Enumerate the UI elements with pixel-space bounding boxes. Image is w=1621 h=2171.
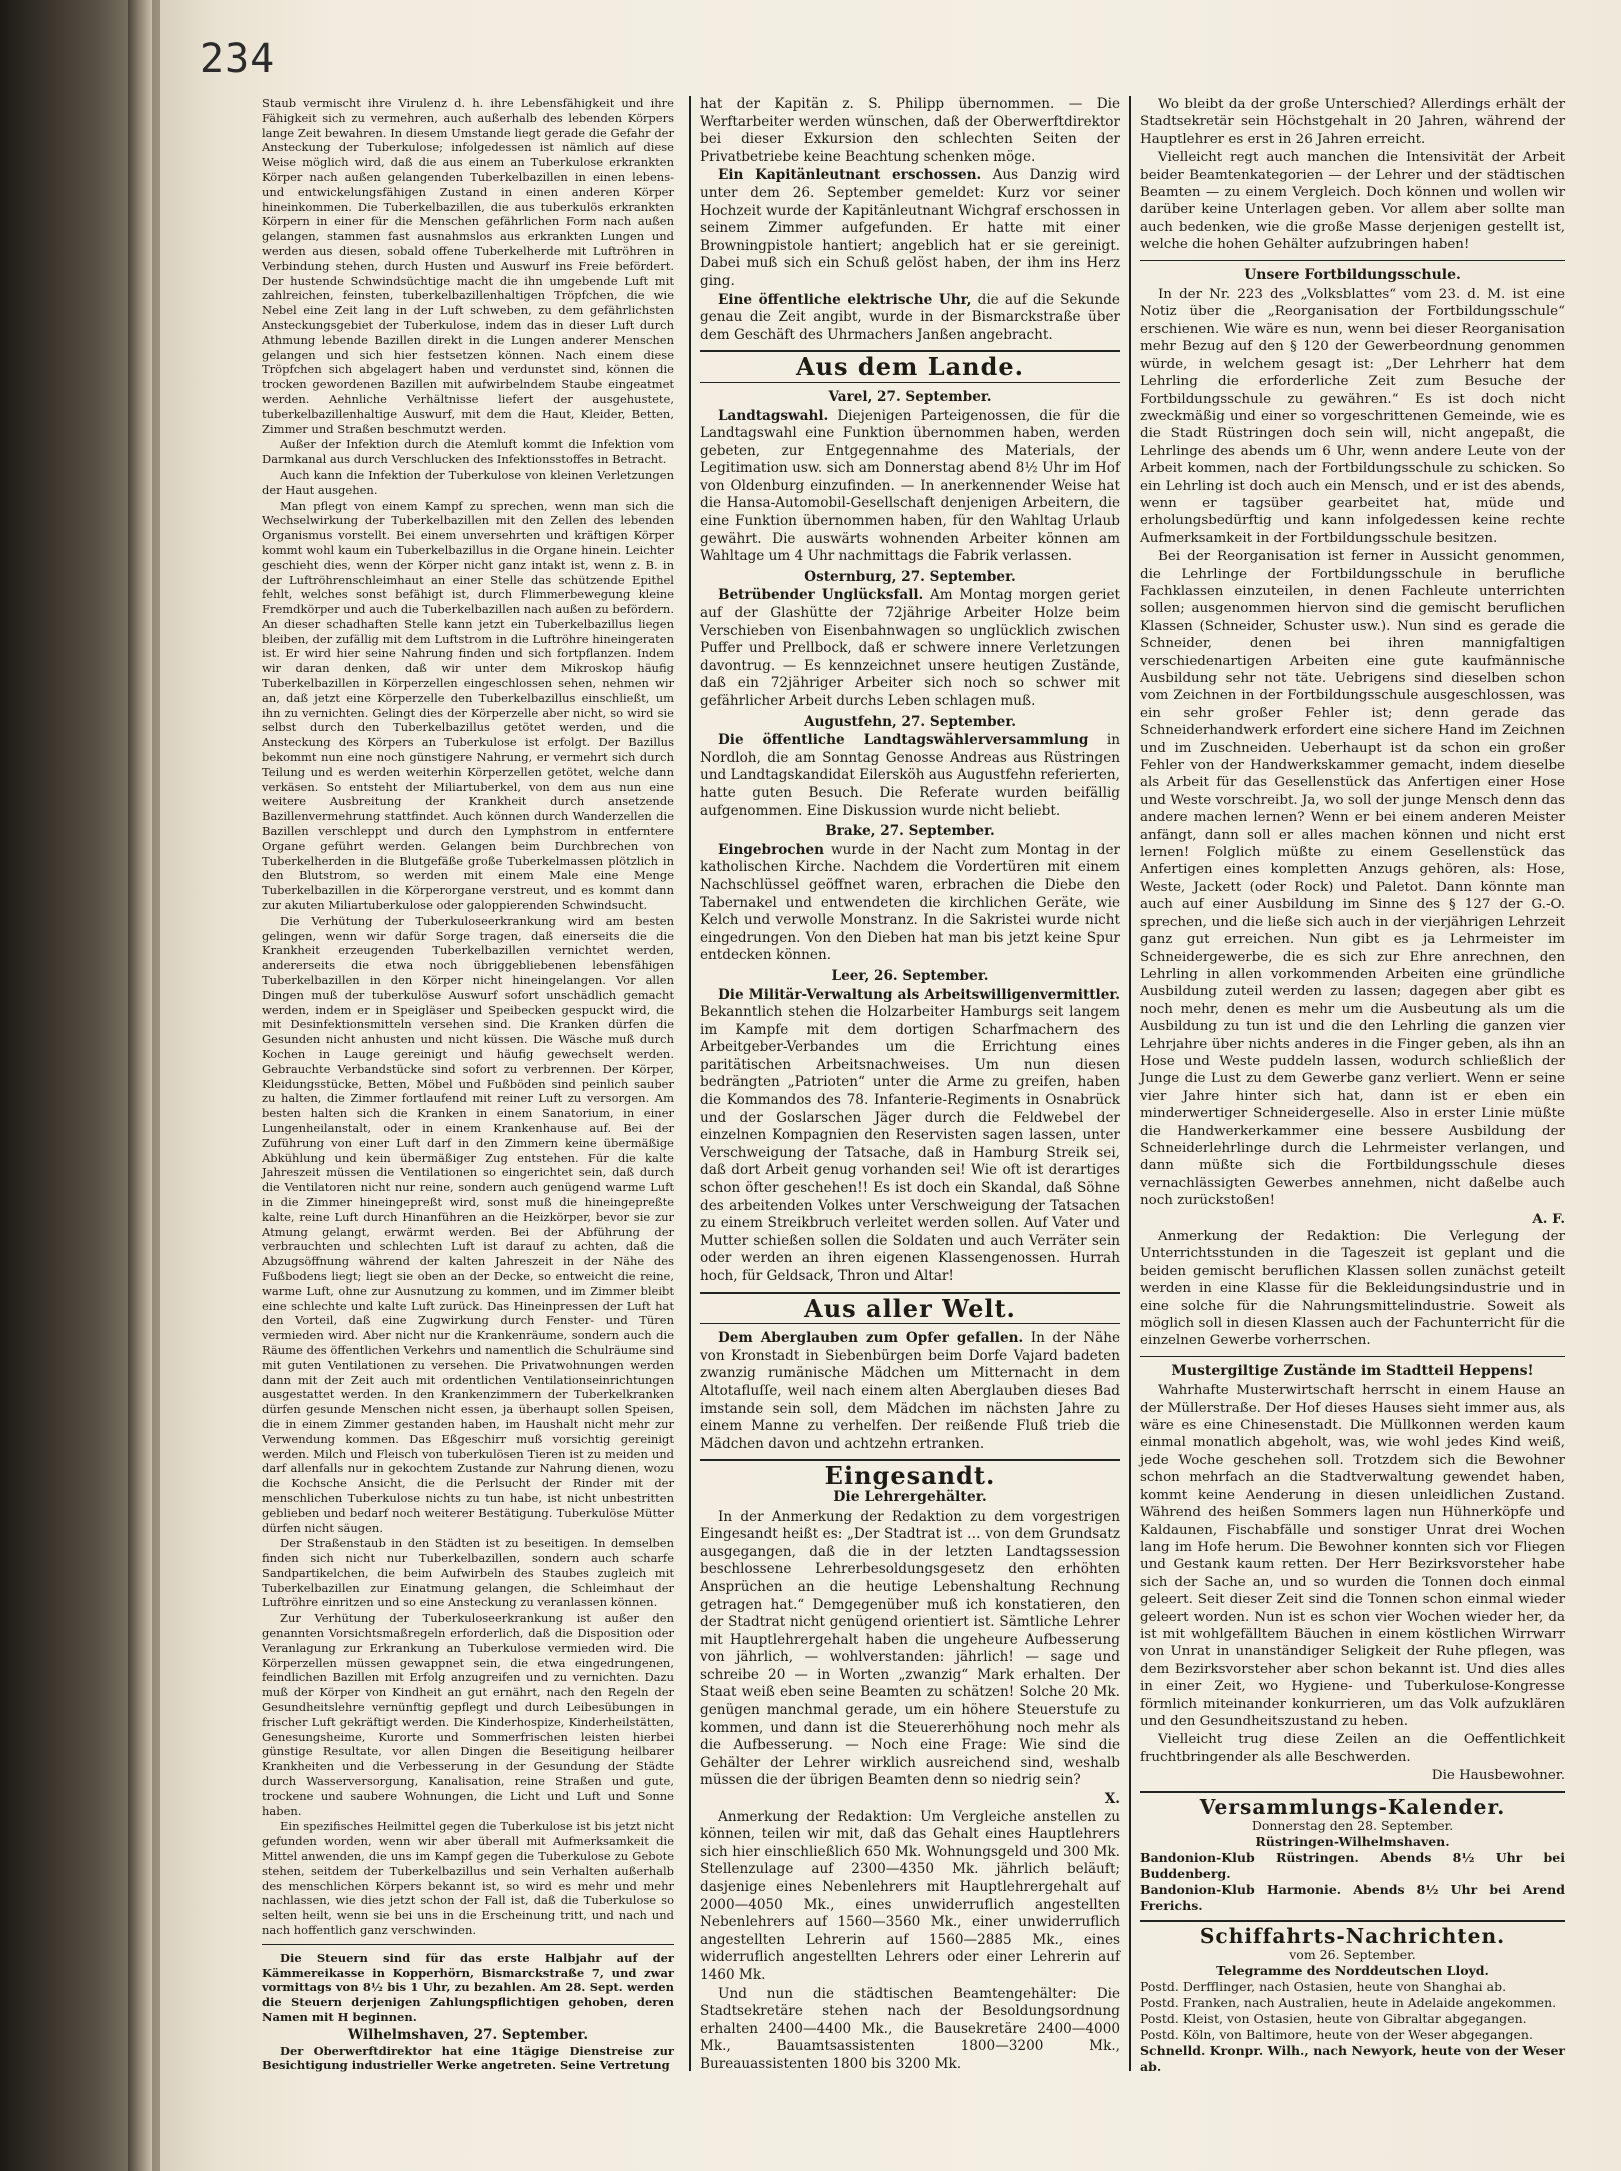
note-redaktion-1: Anmerkung der Redaktion: Um Vergleiche anstellen zu können, teilen wir mit, daß das Gehalt eines Hauptlehrers sich hier einschließlich 650 Mk. Wohnungsgeld und 300 Mk. Stellenzulage auf 2300—4350 Mk. jährlich beläuft; dasjenige eines Nebenlehrers mit Hauptlehrergehalt auf 2000—4050 Mk., eines unwiderruflich angestellten Nebenlehrers auf 1560—3560 Mk., einer unwiderruflich angestellten Lehrerin auf 1560—2885 Mk., eines widerruflich angestellten Lehrers oder einer Lehrerin auf 1460 Mk.: [700, 1808, 1120, 1983]
shipping-item: Postd. Franken, nach Australien, heute in Adelaide angekommen.: [1140, 1995, 1557, 2011]
text-landtagswahl: Diejenigen Parteigenossen, die für die Landtagswahl eine Funktion übernommen haben, werden gebeten, zur Entgegennahme des Materials, der Legitimation usw. sich am Donnerstag abend 8½ Uhr im Hof von Oldenburg einzufinden. — In anerkennender Weise hat die Hansa-Automobil-Gesellschaft denjenigen Arbeitern, die eine Funktion übernommen haben, für den Wahltag Urlaub gewährt. Die auswärts wohnenden Arbeiter können am Wahltage um 4 Uhr nachmittags die Fabrik verlassen.: [700, 407, 1120, 565]
headline-kapitaenleutnant: Ein Kapitänleutnant erschossen.: [718, 167, 982, 184]
article-tuberculosis-p8: Ein spezifisches Heilmittel gegen die Tuberkulose ist bis jetzt nicht gefunden worden, wenn wir aber überall mit Aufmerksamkeit die Mittel anwenden, die uns im Kampf gegen die Tuberkulose zu Gebote stehen, seitdem der Tuberkelbazillus und sein Verhalten außerhalb des menschlichen Körpers bekannt ist, so wird es mehr und mehr nachlassen, wie dies jetzt schon der Fall ist, daß die Tuberkulose so selten heilt, wenn sie bei uns in die Erscheinung tritt, und nach und nach hoffentlich ganz verschwinden.: [262, 1819, 674, 1938]
text-intensivitaet: Vielleicht regt auch manchen die Intensivität der Arbeit beider Beamtenkategorien — der Lehrer und der städtischen Beamten — zu einem Vergleich. Doch können und wollen wir darüber keine Unterlagen geben. Vor allem aber sollte man auch bedenken, wie die große Masse derjenigen gestellt ist, welche die hohen Gehälter aufzubringen haben!: [1140, 150, 1565, 253]
text-lehrergehaelter: In der Anmerkung der Redaktion zu dem vorgestrigen Eingesandt heißt es: „Der Stadtrat ist … von dem Grundsatz ausgegangen, daß die in der letzten Landtagssession beschlossene Lehrerbesoldungsgesetz den erhöhten Ansprüchen an die heutige Lebenshaltung Rechnung getragen hat.“ Demgegenüber muß ich konstatieren, den der Stadtrat nicht genügend orientiert ist. Sämtliche Lehrer mit Hauptlehrergehalt haben die ungeheure Aufbesserung von jährlich, — wohlverstanden: jährlich! — sage und schreibe 20 — in Worten „zwanzig“ Mark erhalten. Der Staat weiß eben seine Beamten zu schätzen! Solche 20 Mk. genügen manchmal gerade, um ein höhere Steuerstufe zu kommen, und dann ist die Steuererhöhung noch mehr als die Aufbesserung. — Noch eine Frage: Wie sind die Gehälter der Lehrer wirklich ausreichend sind, weshalb müssen die der übrigen Beamten denn so niedrig sein?: [700, 1508, 1120, 1789]
dateline-wilhelmshaven: Wilhelmshaven, 27. September.: [347, 2026, 589, 2043]
note-redaktion-2: Und nun die städtischen Beamtengehälter: Die Stadtsekretäre stehen nach der Besoldungsordnung erhalten 2400—4400 Mk., die Bausekretäre 2400—4000 Mk., Bauamtsassistenten 1800—3200 Mk., Bureauassistenten 1800 bis 3200 Mk.: [700, 1985, 1120, 2072]
shipping-item: Postd. Kleist, von Ostasien, heute von Gibraltar abgegangen.: [1140, 2011, 1527, 2027]
text-versammlung: in Nordloh, die am Sonntag Genosse Andreas aus Rüstringen und Landtagskandidat Eilersköh aus Augustfehn referierten, hatte guten Besuch. Die Referate wurden beifällig aufgenommen. Eine Diskussion wurde nicht beliebt.: [700, 732, 1120, 819]
calendar-date: Donnerstag den 28. September.: [1251, 1818, 1454, 1833]
article-tuberculosis-p4: Man pflegt von einem Kampf zu sprechen, wenn man sich die Wechselwirkung der Tuberkelbazillen mit den Zellen des lebenden Organismus vorstellt. Bei einem unversehrten und kräftigen Körper kommt wohl kaum ein Tuberkelbazillus in die Organe hinein. Leichter geschieht dies, wenn der Körper nicht ganz intakt ist, wenn z. B. in der Luftröhrenschleimhaut an einer Stelle das schützende Epithel fehlt, welches sonst befähigt ist, durch Flimmerbewegung kleine Fremdkörper und auch die Tuberkelbazillen nach außen zu befördern. An dieser schadhaften Stelle kann jetzt ein Tuberkelbazillus liegen bleiben, der zufällig mit dem Luftstrom in die Luftröhre hineingeraten ist. Er wird hier seine Nahrung finden und sich fortpflanzen. Indem wir daran denken, daß wir unter dem Mikroskop häufig Tuberkelbazillen in Körperzellen eingeschlossen sehen, nehmen wir an, daß jetzt eine Körperzelle den Tuberkelbazillus einschließt, um ihn zu vernichten. Gelingt dies der Körperzelle aber nicht, so wird sie selbst durch den Tuberkelbazillus getötet werden, und die Ansteckung des Körpers an Tuberkulose ist erfolgt. Der Bazillus bekommt nun eine noch günstigere Nahrung, er vermehrt sich durch Teilung und es werden weiterhin Körperzellen getötet, welche dann verkäsen. So entsteht der Miliartuberkel, von dem aus nun eine weitere Ausbreitung der Krankheit durch ansetzende Bazillenvermehrung stattfindet. Auch können durch Wanderzellen die Bazillen verschleppt und durch den Lymphstrom in entferntere Organe geführt werden. Gelangen beim Durchbrechen von Tuberkelherden in die Blutgefäße große Tuberkelmassen plötzlich in den Blutstrom, so werden mit einem Male eine Menge Tuberkelbazillen in die Körperorgane verstreut, und es kommt dann zur akuten Miliartuberkulose oder galoppierenden Schwindsucht.: [262, 498, 674, 913]
dateline-osternburg: Osternburg, 27. September.: [804, 568, 1016, 585]
headline-versammlung: Die öffentliche Landtagswählerversammlung: [718, 732, 1089, 749]
separator: [700, 1323, 1120, 1324]
shipping-item: Postd. Derfflinger, nach Ostasien, heute von Shanghai ab.: [1140, 1979, 1507, 1995]
column-3: [1140, 96, 1565, 2075]
separator: [1140, 260, 1565, 261]
subheading-heppens: Mustergiltige Zustände im Stadtteil Heppens!: [1171, 1362, 1534, 1379]
article-tuberculosis-p6: Der Straßenstaub in den Städten ist zu beseitigen. In demselben finden sich nicht nur Tuberkelbazillen, sondern auch scharfe Sandpartikelchen, die beim Aufwirbeln des Staubes zugleich mit Tuberkelbazillen zur Einatmung gelangen, die Schleimhaut der Luftröhre einritzen und so eine Ansteckung zu veranlassen können.: [262, 1536, 674, 1610]
headline-eingebrochen: Eingebrochen: [718, 841, 824, 858]
text-unglueck: Am Montag morgen geriet auf der Glashütte der 72jährige Arbeiter Holze beim Verschieben von Eisenbahnwagen so unglücklich zwischen Puffer und Prellbock, daß er schwere innere Verletzungen davontrug. — Es kennzeichnet unsere heutigen Zustände, daß ein 72jähriger Arbeiter sich noch so schwer mit gefährlicher Arbeit durchs Leben schlagen muß.: [700, 587, 1120, 709]
text-aberglauben: In der Nähe von Kronstadt in Siebenbürgen beim Dorfe Vajard badeten zwanzig rumänische Mädchen um Mitternacht in dem Altotafluſſe, weil nach einem alten Aberglauben dieses Bad imstande sein soll, dem Mädchen im nächsten Jahre zu einem Manne zu verhelfen. Der reißende Fluß trieb die Mädchen davon und achtzehn ertranken.: [700, 1330, 1121, 1452]
separator: [262, 1944, 674, 1945]
column-rule-right: [1129, 96, 1131, 2071]
separator: [1140, 1920, 1565, 1922]
separator: [700, 382, 1120, 383]
section-title-schiffahrts-nachrichten: Schiffahrts-Nachrichten.: [1199, 1924, 1506, 1948]
section-title-aus-aller-welt: Aus aller Welt.: [804, 1293, 1016, 1323]
signature-af: A. F.: [1532, 1210, 1565, 1227]
note-redaktion-fortbildung: Anmerkung der Redaktion: Die Verlegung der Unterrichtsstunden in die Tageszeit ist geplant und die beiden gemischt beruflichen Klassen sollen zunächst geteilt werden in eine Klasse für die Bekleidungsindustrie und in eine solche für die Nahrungsmittelindustrie. Soweit als möglich soll in diesen Klassen auch der Fachunterricht für die einzelnen Gewerbe vorherrschen.: [1140, 1229, 1565, 1349]
text-fortbildung-1: In der Nr. 223 des „Volksblattes“ vom 23. d. M. ist eine Notiz über die „Reorganisation der Fortbildungsschule“ erschienen. Wie wäre es nun, wenn bei dieser Reorganisation mehr Bezug auf den § 120 der Gewerbeordnung genommen würde, in welchem gesagt ist: „Der Lehrherr hat dem Lehrling die erforderliche Zeit zum Besuche der Fortbildungsschule zu gewähren.“ Es ist doch nicht zweckmäßig und einer so vorgeschrittenen Gemeinde, wie es die Stadt Rüstringen doch sein will, nicht angepaßt, die Lehrlinge des abends um 6 Uhr, wenn andere Leute von der Arbeit kommen, nach der Fortbildungsschule zu schicken. So ein Lehrling ist doch auch ein Mensch, und er ist des abends, wenn er tagsüber gearbeitet hat, müde und erholungsbedürftig und kann infolgedessen keine rechte Aufmerksamkeit in der Fortbildungsschule besitzen.: [1140, 287, 1565, 546]
separator: [1140, 1356, 1565, 1357]
separator: [1140, 1791, 1565, 1793]
text-eingebrochen: wurde in der Nacht zum Montag in der katholischen Kirche. Nachdem die Vordertüren mit einem Nachschlüssel geöffnet waren, erbrachen die Diebe den Tabernakel und entwendeten die kirchlichen Geräte, wie Kelch und verwolle Monstranz. In die Sakristei wurde nicht eingedrungen. Von den Dieben hat man bis jetzt keine Spur entdecken können.: [700, 841, 1121, 964]
headline-uhr: Eine öffentliche elektrische Uhr,: [718, 291, 972, 308]
dateline-brake: Brake, 27. September.: [825, 823, 995, 840]
text-uhr: die auf die Sekunde genau die Zeit angibt, wurde in der Bismarckstraße über dem Geschäft des Uhrmachers Janßen angebracht.: [700, 291, 1120, 343]
signature-x: X.: [1104, 1791, 1120, 1808]
section-title-versammlungs-kalender: Versammlungs-Kalender.: [1199, 1794, 1506, 1819]
text-unterschied: Wo bleibt da der große Unterschied? Allerdings erhält der Stadtsekretär sein Höchstgehalt in 20 Jahren, während der Hauptlehrer es erst in 26 Jahren erreicht.: [1140, 97, 1565, 147]
text-heppens: Wahrhafte Musterwirtschaft herrscht in einem Hause an der Müllerstraße. Der Hof dieses Hauses sieht immer aus, als wäre es eine Chinesenstadt. Die Müllkonnen werden kaum einmal monatlich abgeholt, was, wie wohl jedes Kind weiß, jede Woche geschehen soll. Trotzdem sich die Bewohner schon mehrfach an die Stadtverwaltung gewendet haben, kommt keine Aenderung in diesen unleidlichen Zustand. Während des heißen Sommers lagen nun Hühnerköpfe und Kaldaunen, Fischabfälle und sonstiger Unrat drei Wochen lang im Hofe herum. Die Bewohner konnten sich vor Fliegen und Gestank kaum retten. Der Herr Bezirksvorsteher habe sich der Sache an, und so wurden die Tonnen doch einmal geleert. Seit dieser Zeit sind die Tonnen schon einmal wieder geleert worden. Nun ist es schon vier Wochen wieder her, da ist mit wohlgefälltem Bäuchen in einem köstlichen Wirrwarr von Unrat in unanständiger Seligkeit der Ruhe pflegen, was dem Bezirksvorsteher aber schon bekannt ist. Und dies alles in einer Zeit, wo Hygiene- und Tuberkulose-Kongresse förmlich miteinander konkurrieren, um das Volk aufzuklären und den Gesundheitszustand zu heben.: [1140, 1383, 1565, 1729]
dateline-augustfehn: Augustfehn, 27. September.: [804, 713, 1016, 730]
text-fortbildung-2: Bei der Reorganisation ist ferner in Aussicht genommen, die Lehrlinge der Fortbildungsschule in berufliche Fachklassen einzuteilen, in denen Fachleute unterrichten sollen; ausgenommen hiervon sind die gemischt beruflichen Klassen (Schneider, Schuster usw.). Nun sind es gerade die Schneider, denen bei ihren mannigfaltigen verschiedenartigen Arbeiten eine gute kaufmännische Ausbildung sehr not täte. Uebrigens sind dieselben schon vom Zeichnen in der Fortbildungsschule ausgeschlossen, was ein sehr großer Fehler ist; denn gerade das Schneiderhandwerk erfordert eine sichere Hand im Zeichnen und im Zuschneiden. Ueberhaupt ist da schon ein großer Fehler von der Handwerkskammer gemacht, indem dieselbe als Arbeit für das Gesellenstück das Anfertigen einer Hose und Weste vorschreibt. Ja, wo soll der junge Mensch denn das andere machen lernen? Wenn er bei einem anderen Meister anfängt, dann soll er alles machen können und nicht erst lernen! Folglich müßte zu einem Gesellenstück das Anfertigen eines kompletten Anzugs gehören, als: Hose, Weste, Jackett (oder Rock) und Paletot. Dann könnte man auch auf einer Ausbildung im Sinne des § 127 der G.-O. sprechen, und die ließe sich auch in der vierjährigen Lehrzeit ganz gut erreichen. Nun gibt es ja Lehrmeister im Schneidergewerbe, die es sich zur Ehre anrechnen, den Lehrling in allen vorkommenden Arbeiten eine gründliche Ausbildung zuteil werden zu lassen; dagegen aber gibt es noch mehr, denen es mehr um die Ausbeutung als um die Ausbildung zu tun ist und die den Lehrling die ganzen vier Lehrjahre über nichts anderes in die Finger geben, als ihn an Hose und Weste puddeln lassen, wodurch schließlich der Junge die Lust zu dem Gewerbe ganz verliert. Wenn er seine vier Jahre hinter sich hat, dann ist er eben ein minderwertiger Schneidergeselle. Also in erster Linie müßte die Handwerkerkammer eine bessere Ausbildung der Schneiderlehrlinge durch die Lehrmeister verlangen, und dann müßte sich die Fortbildungsschule dieses vernachlässigten Gewerbes annehmen, nicht daßelbe auch noch zurückstoßen!: [1140, 549, 1565, 1209]
notice-taxes: Die Steuern sind für das erste Halbjahr auf der Kämmereikasse in Kopperhörn, Bismarckstraße 7, und zwar vormittags von 8½ bis 1 Uhr, zu bezahlen. Am 28. Sept. werden die Steuern derjenigen Zahlungspflichtigen gehoben, deren Namen mit H beginnen.: [262, 1950, 674, 2024]
subheading-fortbildungsschule: Unsere Fortbildungsschule.: [1244, 266, 1461, 283]
column-rule-left: [689, 96, 691, 2071]
column-2: [700, 96, 1120, 2075]
text-heppens-2: Vielleicht trug diese Zeilen an die Oeffentlichkeit fruchtbringender als alle Beschwerden.: [1140, 1732, 1565, 1765]
article-tuberculosis-p3: Auch kann die Infektion der Tuberkulose von kleinen Verletzungen der Haut ausgehen.: [262, 467, 674, 497]
section-title-eingesandt: Eingesandt.: [824, 1461, 996, 1491]
article-tuberculosis-p5: Die Verhütung der Tuberkuloseerkrankung wird am besten gelingen, wenn wir dafür Sorge tragen, daß einerseits die die Krankheit erzeugenden Tuberkelbazillen vernichtet werden, andererseits die etwa noch übriggebliebenen lebensfähigen Tuberkelbazillen in den Körper nicht hineingelangen. Vor allen Dingen muß der tuberkulöse Auswurf sofort unschädlich gemacht werden, indem er in Speigläser und Speibecken gespuckt wird, die mit Desinfektionsmitteln versehen sind. Die Kranken dürfen die Gesunden nicht anhusten und nicht küssen. Die Wäsche muß durch Kochen in Lauge gereinigt und häufig gewechselt werden. Gebrauchte Verbandstücke sind sofort zu verbrennen. Der Körper, Kleidungsstücke, Betten, Möbel und Fußböden sind peinlich sauber zu halten, die Zimmer fortlaufend mit reiner Luft zu versorgen. Am besten halten sich die Kranken in einem Sanatorium, in einer Lungenheilanstalt, oder in einem Krankenhause auf. Bei der Zuführung von einer Luft darf in den Zimmern keine übermäßige Abkühlung und kein übermäßiger Zug entstehen. Für die kalte Jahreszeit müssen die Ventilationen so eingerichtet sein, daß durch die Ventilatoren nicht nur reine, sondern auch genügend warme Luft in die Zimmer hineingepreßt wird, sonst muß die hineingepreßte kalte, reine Luft durch Hinanführen an die Heizkörper, bevor sie zur Atmung gelangt, erwärmt werden. Bei der Abführung der verbrauchten und schlechten Luft ist darauf zu achten, daß die Abzugsöffnung während der kalten Jahreszeit in der Nähe des Fußbodens liegt; liegt sie oben an der Decke, so entweicht die reine, warme Luft, ohne zur Ausnutzung zu kommen, und im Zimmer bleibt eine schlechte und kalte Luft zurück. Das Hineinpressen der Luft hat den Vorteil, daß eine Zugwirkung durch Fenster- und Türen vermieden wird. Aber nicht nur die Krankenräume, sondern auch die Räume des öffentlichen Verkehrs und namentlich die Schulräume sind mit guten Ventilationen zu versehen. Die Privatwohnungen werden dann mit der Zeit auch mit ordentlichen Ventilationseinrichtungen ausgestattet werden. In den Krankenzimmern der Tuberkelkranken dürfen gesunde Menschen nicht essen, ja überhaupt sollen Speisen, die in einem Zimmer gestanden haben, im Haushalt nicht mehr zur Verwendung kommen. Das Eßgeschirr muß vorsichtig gereinigt werden. Milch und Fleisch von tuberkulösen Tieren ist zu meiden und darf allenfalls nur in gekochtem Zustande zur Nahrung dienen, wozu die Kochsche Ansicht, die die Perlsucht der Rinder mit der menschlichen Tuberkulose nichts zu tun habe, ist nicht unbestritten geblieben und bedarf noch weiterer Bestätigung. Tuberkulöse Mütter dürfen nicht säugen.: [262, 913, 674, 1535]
dateline-leer: Leer, 26. September.: [831, 967, 989, 984]
page-gutter: [128, 0, 152, 2171]
text-militaer: Bekanntlich stehen die Holzarbeiter Hamburgs seit langem im Kampfe mit dem dortigen Scharfmachern des Arbeitgeber-Verbandes um die Errichtung eines paritätischen Arbeitsnachweises. Um nun diesen bedrängten „Patrioten“ unter die Arme zu greifen, haben die Kommandos des 78. Infanterie-Regiments in Osnabrück und der Goslarschen Jäger durch die Feldwebel der einzelnen Kompagnien den Reservisten sagen lassen, unter Verschweigung der Tatsache, daß in Hamburg Streik sei, daß dort Arbeit genug vorhanden sei! Wie oft ist derartiges schon öfter geschehen!! Es ist doch ein Skandal, daß Söhne des arbeitenden Volkes unter Verschweigung der Tatsachen zu einem Streikbruch verleitet werden sollen. Auf Vater und Mutter schießen sollen die Soldaten und auch Verräter sein oder werden an ihren eigenen Klassengenossen. Hurrah hoch, für Geldsack, Thron und Altar!: [700, 1004, 1120, 1284]
calendar-entry: Bandonion-Klub Rüstringen. Abends 8½ Uhr bei Buddenberg.: [1140, 1850, 1565, 1881]
article-tuberculosis-p1: Staub vermischt ihre Virulenz d. h. ihre Lebensfähigkeit und ihre Fähigkeit sich zu vermehren, auch außerhalb des lebenden Körpers lange Zeit bewahren. In diesem Umstande liegt gerade die Gefahr der Ansteckung der Tuberkulose; infolgedessen ist nämlich auf diese Weise möglich wird, daß die aus einem an Tuberkulose erkrankten Körper nach außen gelangenden Tuberkelbazillen in einen lebens- und entwickelungsfähigen Zustand in einen anderen Körper hineinkommen. Die Tuberkelbazillen, die aus tuberkulös erkrankten Körpern in einer für die Menschen gefährlichen Form nach außen gelangen, stammen fast ausnahmslos aus erkrankten Lungen und werden aus diesen, sobald offene Tuberkelherde mit Luftröhren in Verbindung stehen, durch Husten und Auswurf ins Freie befördert. Der hustende Schwindsüchtige macht die ihn umgebende Luft mit zahlreichen, feinsten, tuberkelbazillenhaltigen Tröpfchen, die wie Nebel eine Zeit lang in der Luft schweben, zu dem gefährlichsten Ansteckungsgebiet der Tuberkulose, indem das in dieser Luft durch Athmung lebende Bazillen direkt in die Lungen anderer Menschen gelangen und sich hier festsetzen können. Nach einem diese Tröpfchen sich abgelagert haben und verdunstet sind, können die trocken gewordenen Bazillen mit aufwirbelndem Staube eingeatmet werden. Aehnliche Verhältnisse liefert der ausgehustete, tuberkelbazillenhaltige Auswurf, mit dem die Haut, Kleider, Betten, Zimmer und Straßen beschmutzt werden.: [262, 96, 674, 436]
headline-landtagswahl: Landtagswahl.: [718, 407, 829, 424]
dateline-varel: Varel, 27. September.: [828, 388, 992, 405]
page-number: 234: [200, 36, 276, 82]
shipping-item: Postd. Köln, von Baltimore, heute von der Weser abgegangen.: [1140, 2027, 1533, 2043]
calendar-entry: Bandonion-Klub Harmonie. Abends 8½ Uhr bei Arend Frerichs.: [1140, 1882, 1565, 1913]
notice-werft-continued: hat der Kapitän z. S. Philipp übernommen. — Die Werftarbeiter werden wünschen, daß der Oberwerftdirektor bei dieser Exkursion den schlechten Seiten der Privatbetriebe keine Beachtung schenken möge.: [700, 96, 1120, 165]
signature-hausbewohner: Die Hausbewohner.: [1431, 1768, 1565, 1784]
subheading-lehrergehaelter: Die Lehrergehälter.: [833, 1488, 987, 1505]
shipping-item: Schnelld. Kronpr. Wilh., nach Newyork, heute von der Weser ab.: [1140, 2043, 1565, 2075]
section-title-aus-dem-lande: Aus dem Lande.: [795, 352, 1025, 382]
shipping-date: vom 26. September.: [1289, 1947, 1416, 1963]
headline-unglueck: Betrübender Unglücksfall.: [718, 587, 924, 604]
article-tuberculosis-p2: Außer der Infektion durch die Atemluft kommt die Infektion vom Darmkanal aus durch Verschlucken des Infektionsstoffes in Betracht.: [262, 437, 674, 467]
shipping-source: Telegramme des Norddeutschen Lloyd.: [1216, 1963, 1489, 1979]
text-kapitaenleutnant: Aus Danzig wird unter dem 26. September gemeldet: Kurz vor seiner Hochzeit wurde der Kapitänleutnant Wichgraf erschossen in seinem Zimmer aufgefunden. Er hatte mit einer Browningpistole hantiert; angeblich hat er sie gereinigt. Dabei muß sich ein Schuß gelöst haben, der ihm ins Herz ging.: [700, 167, 1120, 289]
column-1: [262, 96, 674, 2074]
headline-aberglauben: Dem Aberglauben zum Opfer gefallen.: [718, 1330, 1024, 1347]
headline-militaer: Die Militär-Verwaltung als Arbeitswilligenvermittler.: [718, 986, 1120, 1003]
article-tuberculosis-p7: Zur Verhütung der Tuberkuloseerkrankung ist außer den genannten Vorsichtsmaßregeln erforderlich, daß die Disposition oder Veranlagung zur Erkrankung an Tuberkulose vermieden wird. Die Körperzellen müssen gewappnet sein, die etwa eingedrungenen, feindlichen Bazillen mit Erfolg anzugreifen und zu vernichten. Dazu muß der Körper von Kindheit an gut ernährt, nach den Regeln der Gesundheitslehre vernünftig gepflegt und durch Leibesübungen in frischer Luft gekräftigt werden. Die Kinderhospize, Kinderheilstätten, Genesungsheime, Kurorte und Sommerfrischen leisten hierbei günstige Resultate, vor allen Dingen die Beseitigung heilbarer Krankheiten und die Verbesserung in der Gesundung der Städte durch Wasserversorgung, Kanalisation, reine Straßen und gute, trockene und saubere Wohnungen, die Licht und Luft und Sonne haben.: [262, 1611, 674, 1818]
notice-werftdirektor: Der Oberwerftdirektor hat eine 1tägige Dienstreise zur Besichtigung industrieller Werke angetreten. Seine Vertretung: [262, 2043, 674, 2073]
calendar-place: Rüstringen-Wilhelmshaven.: [1255, 1834, 1450, 1849]
